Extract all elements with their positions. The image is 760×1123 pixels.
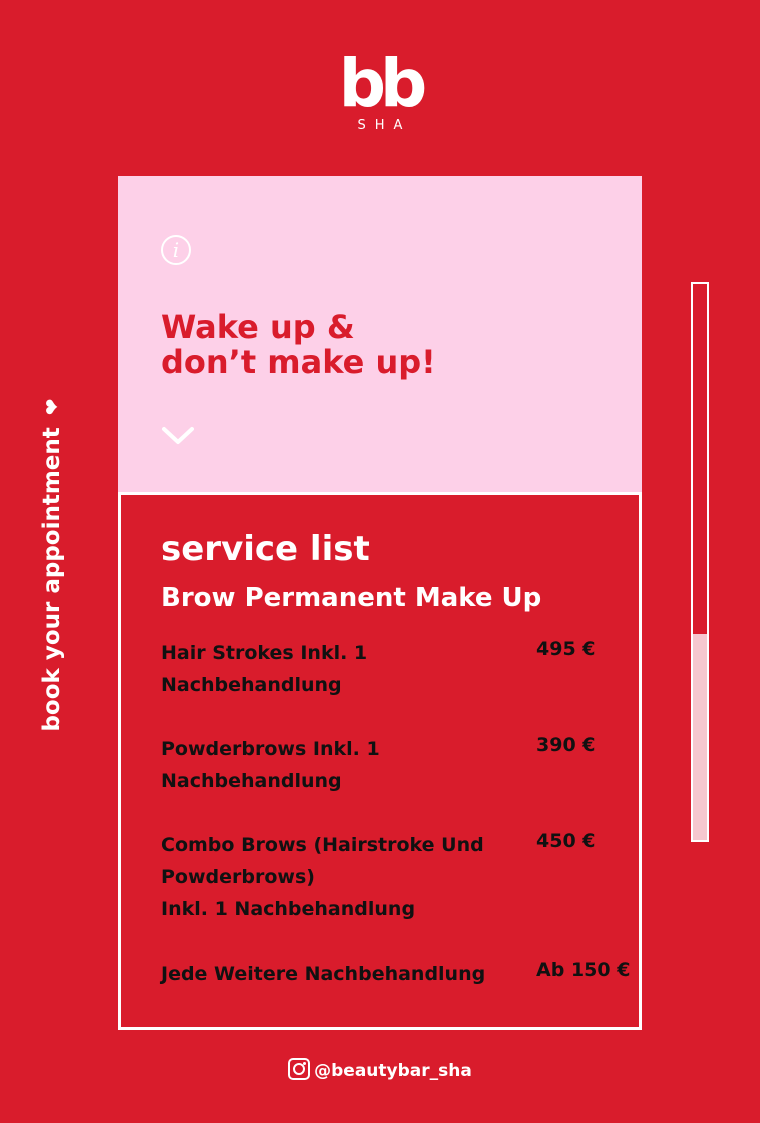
service-name: Powderbrows Inkl. 1 Nachbehandlung — [161, 738, 380, 792]
hero-title-line-2: don’t make up! — [161, 343, 436, 381]
hero-title-line-1: Wake up & — [161, 308, 355, 346]
heart-icon: ❤ — [40, 398, 64, 416]
scrollbar-thumb[interactable] — [693, 634, 707, 840]
service-price: Ab 150 € — [536, 959, 631, 981]
instagram-handle: @beautybar_sha — [314, 1061, 472, 1081]
instagram-link[interactable] — [0, 1058, 760, 1084]
service-name: Hair Strokes Inkl. 1 Nachbehandlung — [161, 642, 368, 696]
service-name: Jede Weitere Nachbehandlung — [161, 963, 486, 985]
instagram-icon — [288, 1058, 310, 1080]
book-appointment-label: book your appointment — [39, 427, 65, 732]
book-appointment-link[interactable] — [39, 398, 65, 731]
logo-mark: bb — [338, 45, 422, 122]
service-price: 450 € — [536, 830, 596, 852]
service-name: Combo Brows (Hairstroke Und Powderbrows) Inkl. 1 Nachbehandlung — [161, 834, 484, 920]
hero-panel — [118, 176, 642, 492]
service-price: 495 € — [536, 638, 596, 660]
brand-logo — [0, 45, 760, 133]
service-price: 390 € — [536, 734, 596, 756]
chevron-down-icon[interactable] — [161, 426, 195, 446]
logo-subtitle: SHA — [357, 118, 412, 133]
service-list-title: service list — [161, 529, 370, 569]
service-list-panel — [118, 492, 642, 1030]
service-category-title: Brow Permanent Make Up — [161, 583, 542, 613]
scrollbar[interactable] — [691, 282, 709, 842]
hero-title — [161, 310, 581, 380]
info-icon[interactable]: i — [161, 235, 191, 265]
